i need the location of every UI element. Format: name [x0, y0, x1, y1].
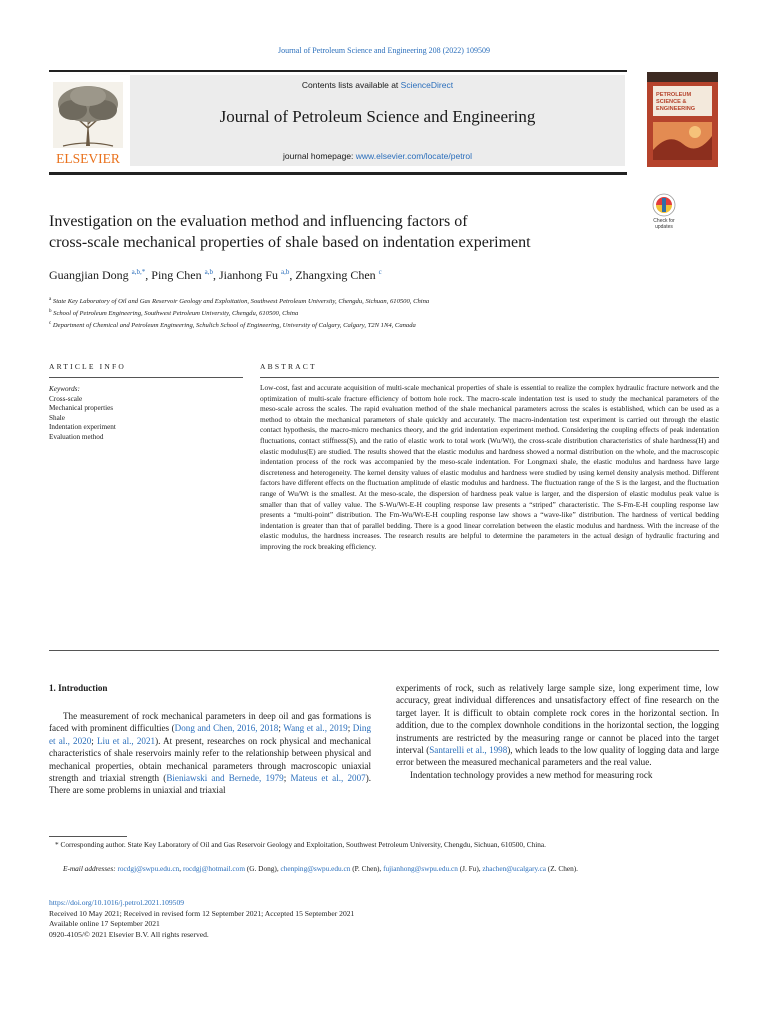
- article-info-heading: ARTICLE INFO: [49, 362, 126, 371]
- article-info-rule: [49, 377, 243, 378]
- homepage-line: journal homepage: www.elsevier.com/locate/petrol: [283, 151, 472, 161]
- affiliation: $^a$ State Key Laboratory of Oil and Gas Reservoir Geology and Exploitation, Southwest Petroleum University, Chengdu, Sichuan, 610500, China: [49, 297, 430, 306]
- keywords-list: [49, 395, 116, 442]
- abstract-bottom-rule: [49, 650, 719, 651]
- email-addresses: E-mail addresses: rocdgj@swpu.edu.cn, rocdgj@hotmail.com (G. Dong), chenping@swpu.edu.cn (P. Chen), fujianhong@swpu.edu.cn (J. Fu), zhachen@ucalgary.ca (Z. Chen).: [63, 864, 579, 873]
- author-name: Ping Chen: [151, 268, 202, 282]
- svg-text:SCIENCE &: SCIENCE &: [656, 99, 687, 105]
- intro-right-column: experiments of rock, such as relatively large sample size, long experiment time, low accuracy, great individual differences and unsatisfactory effect of fine research on the target layer. It is difficult to obtain complete rock cores in the horizontal section. In addition, due to the complex downhole conditions in the horizontal section, the logging instruments are restricted by the measuring range or cannot be placed into the target interval (Santarelli et al., 1998), which leads to the low quality of logging data and large error between the measured mechanical parameters and the real value. Indentation technology provides a new method for measuring rock: [396, 683, 719, 780]
- email-link[interactable]: fujianhong@swpu.edu.cn: [383, 864, 458, 873]
- reference-link[interactable]: Dong and Chen, 2016, 2018: [174, 723, 279, 734]
- header-top-rule: [49, 70, 627, 72]
- email-link[interactable]: chenping@swpu.edu.cn: [280, 864, 351, 873]
- keyword: Mechanical properties: [49, 404, 114, 413]
- email-link[interactable]: rocdgj@swpu.edu.cn: [117, 864, 180, 873]
- keyword: Evaluation method: [49, 432, 104, 441]
- email-link[interactable]: rocdgj@hotmail.com: [182, 864, 245, 873]
- author-affil-link[interactable]: a,b,*: [131, 268, 146, 276]
- header-bottom-rule: [49, 172, 627, 175]
- author-name: Guangjian Dong: [49, 268, 129, 282]
- publication-info: [49, 898, 354, 940]
- publisher-name: ELSEVIER: [56, 151, 120, 166]
- abstract-heading: ABSTRACT: [260, 362, 317, 371]
- keyword: Shale: [49, 413, 65, 422]
- article-title: Investigation on the evaluation method and influencing factors of cross-scale mechanical properties of shale based on indentation experiment: [49, 213, 531, 251]
- elsevier-logo: [49, 80, 127, 166]
- abstract-text: Low-cost, fast and accurate acquisition of multi-scale mechanical properties of shale is essential to realize the complex hydraulic fracture network and the optimization of multi-scale fracture efficiency of bottom hole rock. The macro-scale indentation test is used to study the mechanical parameters of the meso-scale across the scales. The rapid evaluation method of the shale mechanical parameters across the scales is established, which can be used as a method to obtain the mechanical parameters of shale quickly and accurately. The macro-indentation test experiment is carried out through the elastic contact hypothesis, the macro-micro mechanics theory, and the grid indentation experiment method. Considering the coupling effects of peak indentation fluctuations, contact stiffness(S), and the ratio of elastic work to total work (Wu/Wt), the cross-scale distribution characteristics of shale hardness(H) and elastic modulus(E) are studied. The results showed that the elastic modulus and hardness showed a normal distribution on the whole, and the macroscopic indentation process of the rock was accompanied by the meso-scale indentation. For Longmaxi shale, the elastic modulus and hardness have large discreteness and heterogeneity. The kernel density values of elastic modulus and hardness were studied by using kernel density analysis method. Different factors have different effects on the fluctuation amplitude of elastic modulus and hardness. The fluctuation range of the S is the largest, and the fluctuation range of Wu/Wt is the smallest. At the meso-scale, the dispersion of hardness peak value is larger, and the dispersion of elastic modulus peak value is smaller than that of valley value. The S-Wu/Wt-E-H coupling response law presents a “striped” characteristic. The S-Fm-E-H coupling response law presents a “multi-point” distribution. The Fm-Wu/Wt-E-H coupling response law shows a “wave-like” distribution. The hardness of vertical bedding indentation is greater than that of parallel bedding. There is a good linear correlation between the elastic modulus and hardness. With the increase of the elastic modulus, the hardness increases. The research results are helpful to determine the parameters in the actual design of hydraulic fracturing and improving the rock breaking efficiency.: [260, 383, 719, 551]
- abstract-rule: [260, 377, 719, 378]
- keyword: Indentation experiment: [49, 423, 116, 432]
- svg-text:updates: updates: [655, 224, 673, 230]
- check-for-updates-badge[interactable]: [647, 192, 681, 230]
- homepage-link[interactable]: www.elsevier.com/locate/petrol: [355, 151, 472, 161]
- intro-left-column: The measurement of rock mechanical parameters in deep oil and gas formations is faced with prominent difficulties (Dong and Chen, 2016, 2018; Wang et al., 2019; Ding et al., 2020; Liu et al., 2021). At present, researches on rock physical and mechanical characteristics of shale reservoirs mainly refer to the relationship between physical and mechanical properties, obtain mechanical parameters through macroscopic uniaxial strength and triaxial strength (Bieniawski and Bernede, 1979; Mateus et al., 2007). There are some problems in uniaxial and triaxial: [49, 711, 371, 796]
- author-affil-link[interactable]: a,b: [280, 268, 290, 276]
- reference-link[interactable]: Liu et al., 2021: [96, 735, 156, 746]
- cover-title: PETROLEUM: [656, 92, 692, 98]
- reference-link[interactable]: Mateus et al., 2007: [290, 773, 366, 784]
- copyright: 0920-4105/© 2021 Elsevier B.V. All rights reserved.: [49, 929, 209, 939]
- contents-line: Contents lists available at ScienceDirect: [301, 80, 454, 90]
- svg-text:Check for: Check for: [653, 218, 675, 224]
- footnote-rule: [49, 836, 127, 837]
- received-dates: Received 10 May 2021; Received in revised form 12 September 2021; Accepted 15 September 2021: [49, 908, 355, 918]
- doi-link[interactable]: https://doi.org/10.1016/j.petrol.2021.109509: [49, 898, 185, 907]
- reference-link[interactable]: Bieniawski and Bernede, 1979: [166, 773, 284, 784]
- journal-citation[interactable]: Journal of Petroleum Science and Engineering 208 (2022) 109509: [278, 46, 490, 55]
- affiliation: $^b$ School of Petroleum Engineering, Southwest Petroleum University, Chengdu, 610500, China: [49, 309, 299, 318]
- keyword: Cross-scale: [49, 395, 83, 403]
- journal-name: Journal of Petroleum Science and Engineering: [219, 107, 536, 126]
- author-affil-link[interactable]: a,b: [204, 268, 213, 276]
- author-name: Jianhong Fu: [218, 268, 278, 282]
- author-name: Zhangxing Chen: [295, 268, 376, 282]
- email-link[interactable]: zhachen@ucalgary.ca: [482, 864, 546, 873]
- elsevier-tree-icon: [49, 80, 127, 166]
- sciencedirect-link[interactable]: ScienceDirect: [400, 80, 454, 90]
- journal-cover: [647, 72, 718, 167]
- author-list: Guangjian Dong $^{a,b,*}$, Ping Chen $^{a,b}$, Jianhong Fu $^{a,b}$, Zhangxing Chen $^c$: [49, 268, 382, 282]
- author-affil-link[interactable]: c: [378, 268, 382, 276]
- section-heading: 1. Introduction: [49, 683, 108, 693]
- corresponding-author-note: * Corresponding author. State Key Laboratory of Oil and Gas Reservoir Geology and Exploitation, Southwest Petroleum University, Chengdu, Sichuan, 610500, China.: [55, 840, 546, 849]
- affiliation: $^c$ Department of Chemical and Petroleum Engineering, Schulich School of Engineering, University of Calgary, Calgary, T2N 1N4, Canada: [49, 321, 416, 330]
- reference-link[interactable]: Ding et al., 2020: [49, 723, 371, 746]
- available-date: Available online 17 September 2021: [49, 919, 160, 928]
- svg-text:ENGINEERING: ENGINEERING: [656, 106, 696, 112]
- reference-link[interactable]: Wang et al., 2019: [283, 723, 348, 734]
- reference-link[interactable]: Santarelli et al., 1998: [429, 745, 508, 756]
- keywords-title: Keywords:: [49, 385, 80, 393]
